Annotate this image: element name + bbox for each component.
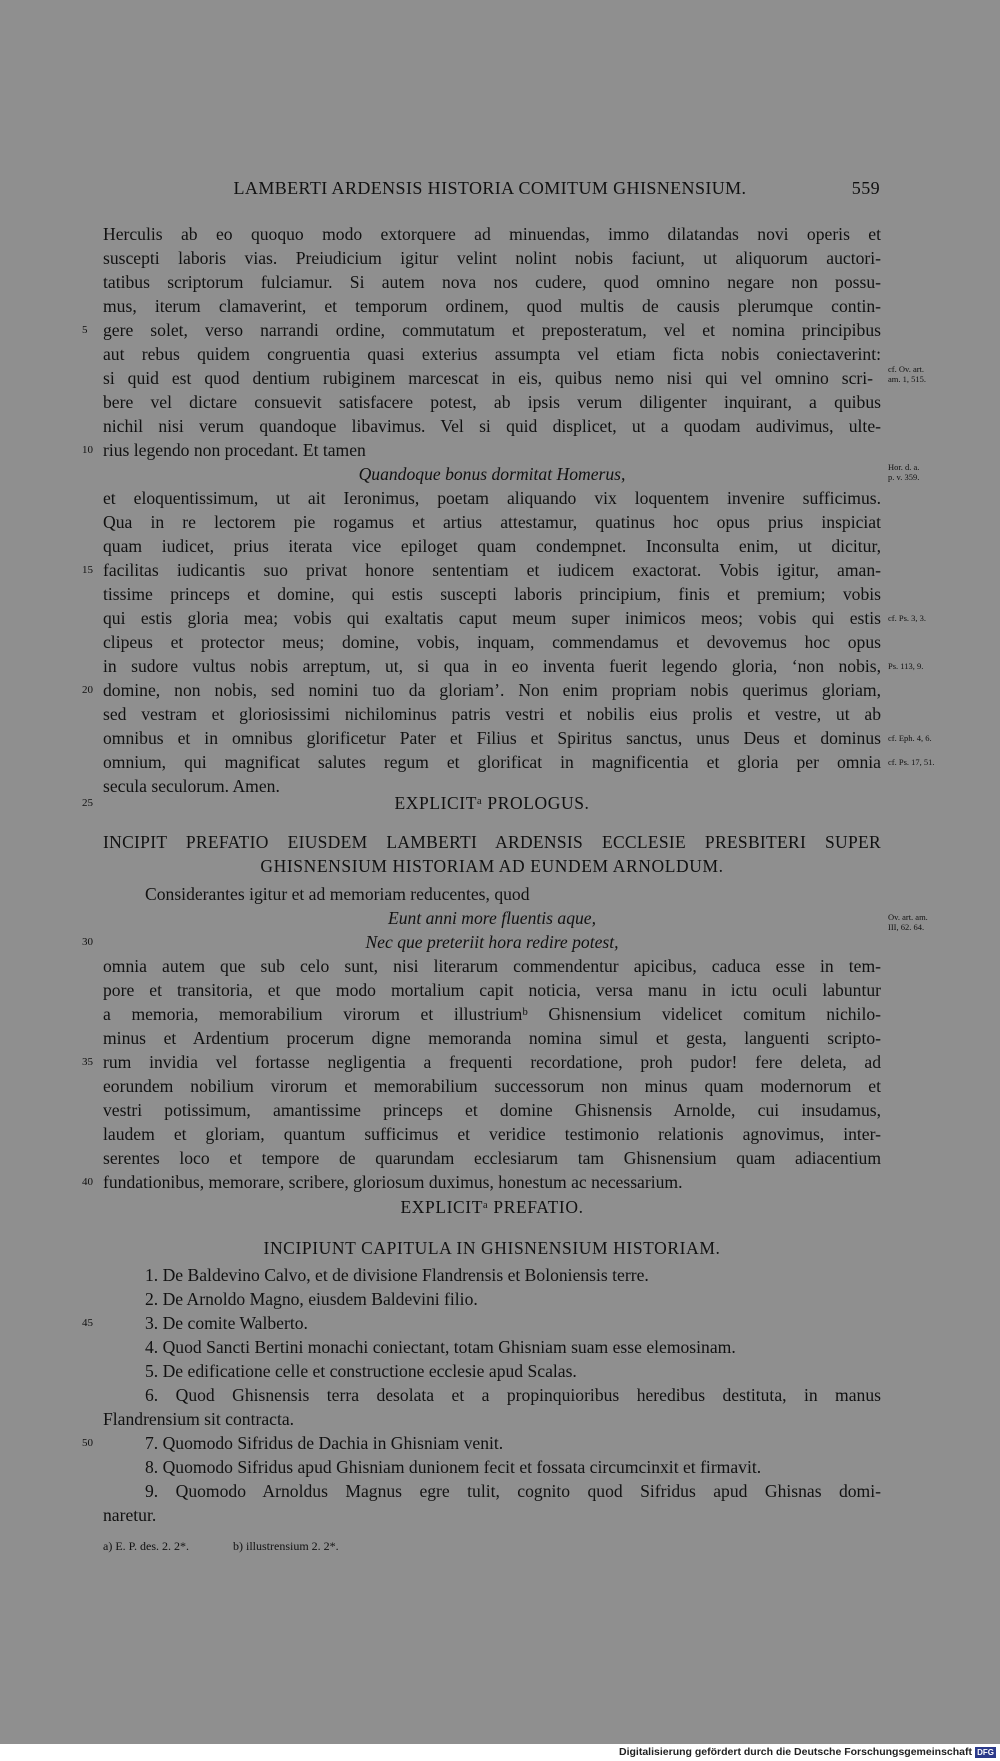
line-number: 20 [82,684,93,696]
footnotes [103,1537,339,1555]
text-line: qui estis gloria mea; vobis qui exaltatis caput meum super inimicos meos; vobis qui estis [103,608,881,628]
line-number: 15 [82,564,93,576]
margin-note-line: Hor. d. a. [888,462,920,472]
page-number: 559 [851,178,880,198]
text-line: fundationibus, memorare, scribere, gloriosum duximus, honestum ac necessarium. [103,1172,683,1192]
text-line: omnibus et in omnibus glorificetur Pater et Filius et Spiritus sanctus, unus Deus et dominus [103,728,881,748]
margin-note: cf. Ps. 3, 3. [888,613,927,623]
text-line: domine, non nobis, sed nomini tuo da gloriam’. Non enim propriam nobis querimus gloriam, [103,680,881,700]
text-line: nichil nisi verum quandoque libavimus. Vel si quid displicet, ut a quodam audivimus, ulte- [103,416,881,436]
chapter-item-cont: Flandrensium sit contracta. [103,1409,295,1429]
text-line: et eloquentissimum, ut ait Ieronimus, poetam aliquando vix loquentem invenire sufficimus. [103,488,881,508]
text-line: Herculis ab eo quoquo modo extorquere ad minuendas, immo dilatandas novi operis et [103,224,881,244]
heading-explicit-prefatio: EXPLICITᵃ PREFATIO. [400,1197,584,1217]
text-line: in sudore vultus nobis arreptum, ut, si qua in eo inventa fuerit legendo gloria, ‘non nobis, [103,656,881,676]
margin-note-line: cf. Ov. art. [888,364,925,374]
line-number: 25 [82,797,93,809]
chapter-item: 1. De Baldevino Calvo, et de divisione Flandrensis et Boloniensis terre. [145,1265,649,1285]
margin-note-line: Ov. art. am. [888,912,928,922]
margin-note-line: III, 62. 64. [888,922,925,932]
text-line: mus, iterum clamaverint, et temporum ordinem, quod multis de causis plerumque contin- [103,296,881,316]
text-line: aut rebus quidem congruentia quasi exterius assumpta vel etiam ficta nobis coniectaverint: [103,344,881,364]
text-line: Qua in re lectorem pie rogamus et artius attestamur, quatinus hoc opus prius inspiciat [103,512,881,532]
footnote-b: b) illustrensium 2. 2*. [233,1539,339,1553]
running-header [100,178,880,204]
verse-line: Nec que preteriit hora redire potest, [365,932,619,952]
chapter-item: 4. Quod Sancti Bertini monachi coniectant, totam Ghisniam suam esse elemosinam. [145,1337,736,1357]
margin-note [888,912,928,932]
text-line: clipeus et protector meus; domine, vobis, inquam, commendamus et devovemus hoc opus [103,632,881,652]
text-line: serentes loco et tempore de quarundam ecclesiarum tam Ghisnensium quam adiacentium [103,1148,881,1168]
line-number: 50 [82,1437,93,1449]
text-line: facilitas iudicantis suo privat honore sententiam et iudicem exactorat. Vobis igitur, aman- [103,560,881,580]
chapter-item: 5. De edificatione celle et constructione ecclesie apud Scalas. [145,1361,577,1381]
line-number: 40 [82,1176,93,1188]
line-number: 10 [82,444,93,456]
chapter-item: 3. De comite Walberto. [145,1313,308,1333]
heading-explicit-prologus: EXPLICITᵃ PROLOGUS. [394,793,590,813]
footnote-a: a) E. P. des. 2. 2*. [103,1539,189,1553]
running-title: LAMBERTI ARDENSIS HISTORIA COMITUM GHISNENSIUM. [233,178,747,198]
line-number: 5 [82,324,88,336]
chapter-item-cont: naretur. [103,1505,157,1525]
margin-note: cf. Ps. 17, 51. [888,757,935,767]
margin-note [888,364,926,384]
heading-incipiunt-capitula: INCIPIUNT CAPITULA IN GHISNENSIUM HISTORIAM. [263,1238,721,1258]
text-line: vestri potissimum, amantissime princeps et domine Ghisnensis Arnolde, cui insudamus, [103,1100,881,1120]
text-line: eorundem nobilium virorum et memorabilium successorum non minus quam modernorum et [103,1076,881,1096]
margin-note [888,462,919,482]
chapter-item: 6. Quod Ghisnensis terra desolata et a propinquioribus heredibus destituta, in manus [145,1385,881,1405]
dfg-logo: DFG [977,1748,994,1757]
text-line: tissime princeps et domine, qui estis suscepti laboris principium, finis et premium; vobis [103,584,881,604]
margin-note: cf. Eph. 4, 6. [888,733,932,743]
text-line: sed vestram et gloriosissimi nichilominus patris vestri et nobilis eius prolis et vestre, ut ab [103,704,881,724]
verse-line: Quandoque bonus dormitat Homerus, [358,464,626,484]
text-line: si quid est quod dentium rubiginem marcescat in eis, quibus nemo nisi qui vel omnino scri- [103,368,873,388]
text-line: minus et Ardentium procerum digne memoranda nomina simul et gesta, languenti scripto- [103,1028,881,1048]
text-line: secula seculorum. Amen. [103,776,280,796]
text-line: Considerantes igitur et ad memoriam reducentes, quod [145,884,530,904]
text-line: omnia autem que sub celo sunt, nisi literarum commendentur apicibus, caduca esse in tem- [103,956,881,976]
text-line: pore et transitoria, et que modo mortalium capit noticia, versa manu in ictu oculi labuntur [103,980,881,1000]
text-line: rum invidia vel fortasse negligentia a frequenti recordatione, proh pudor! fere deleta, ad [103,1052,881,1072]
text-line: laudem et gloriam, quantum sufficimus et veridice testimonio relationis agnovimus, inter- [103,1124,881,1144]
margin-note-line: am. 1, 515. [888,374,927,384]
text-line: gere solet, verso narrandi ordine, commutatum et preposteratum, vel et nomina principibus [103,320,881,340]
text-line: a memoria, memorabilium virorum et illustriumᵇ Ghisnensium videlicet comitum nichilo- [103,1004,881,1024]
chapter-item: 9. Quomodo Arnoldus Magnus egre tulit, cognito quod Sifridus apud Ghisnas domi- [145,1481,881,1501]
heading-incipit-prefatio-cont: GHISNENSIUM HISTORIAM AD EUNDEM ARNOLDUM. [260,856,724,876]
margin-note-line: p. v. 359. [888,472,920,482]
text-line: tatibus scriptorum fulciamur. Si autem nova nos cudere, quod omnino negare non possu- [103,272,881,292]
line-number: 45 [82,1317,93,1329]
chapter-item: 8. Quomodo Sifridus apud Ghisniam dunionem fecit et fossata circumcinxit et firmavit. [145,1457,762,1477]
line-number: 35 [82,1056,93,1068]
text-line: bere vel dictare consuevit satisfacere potest, ab ipsis verum diligenter inquirant, a quibus [103,392,881,412]
funding-notice: Digitalisierung gefördert durch die Deutsche Forschungsgemeinschaft [619,1746,972,1758]
text-line: suscepti laboris vias. Preiudicium igitur velint nolint nobis faciunt, ut aliquorum auctori- [103,248,881,268]
chapter-item: 2. De Arnoldo Magno, eiusdem Baldevini filio. [145,1289,478,1309]
text-line: rius legendo non procedant. Et tamen [103,440,366,460]
line-number: 30 [82,936,93,948]
digitization-footer [0,1744,1000,1761]
margin-note: Ps. 113, 9. [888,661,924,671]
text-line: omnium, qui magnificat salutes regum et glorificat in magnificentia et gloria per omnia [103,752,881,772]
verse-line: Eunt anni more fluentis aque, [387,908,596,928]
chapter-item: 7. Quomodo Sifridus de Dachia in Ghisniam venit. [145,1433,504,1453]
heading-incipit-prefatio: INCIPIT PREFATIO EIUSDEM LAMBERTI ARDENSIS ECCLESIE PRESBITERI SUPER [103,832,881,852]
text-line: quam iudicet, prius iterata vice epiloget quam condempnet. Inconsulta enim, ut dicitur, [103,536,881,556]
